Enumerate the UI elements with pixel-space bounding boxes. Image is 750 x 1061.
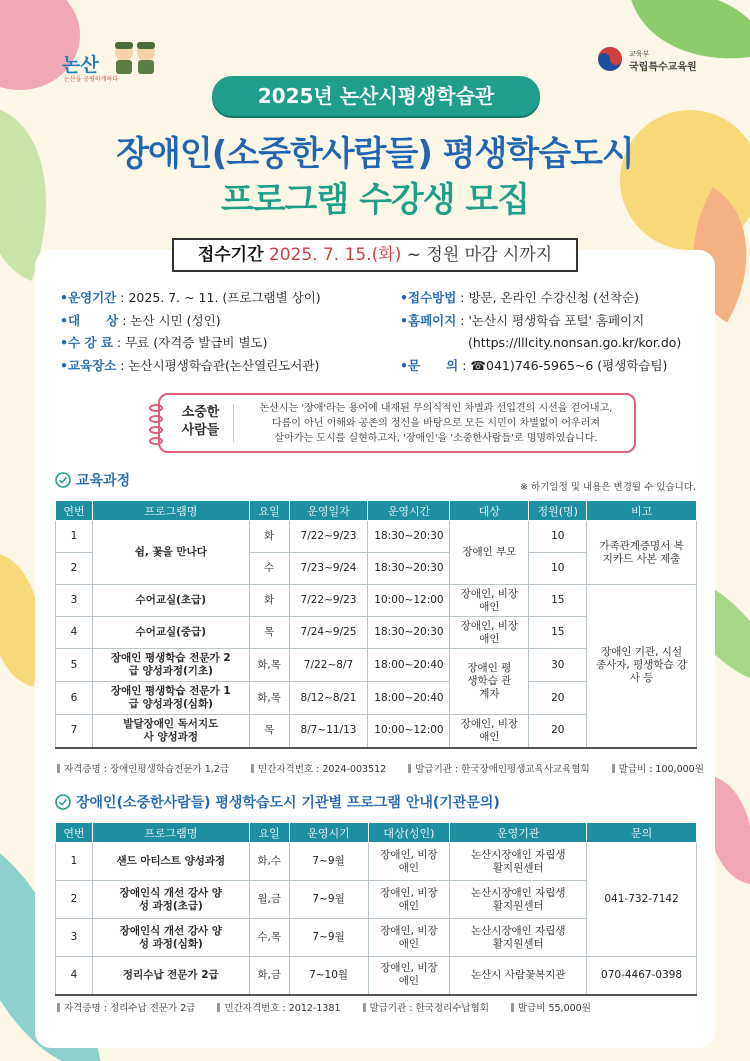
definition-note-box: [158, 393, 636, 453]
notebook-spiral-icon: [148, 403, 164, 447]
ministry-logo: [597, 40, 707, 76]
homepage-url[interactable]: (https://lllcity.nonsan.go.kr/kor.do): [468, 335, 682, 350]
ministry-name: 국립특수교육원: [629, 62, 697, 73]
ministry-small-text: 교육부: [629, 50, 650, 58]
table-row: 3 수어교실(초급) 화 7/22~9/23 10:00~12:00 장애인, 비장애인 15 장애인 기관, 시설 종사자, 평생학습 강사 등: [56, 585, 697, 617]
info-list-left: [60, 287, 390, 377]
table-row: 2 장애인식 개선 강사 양성 과정(초급) 월,금 7~9월 장애인, 비장애인 논산시장애인 자립생활지원센터: [56, 881, 697, 919]
registration-date: 2025. 7. 15.(화): [268, 245, 402, 265]
info-item: [400, 332, 720, 355]
table-header-row: 연번 프로그램명 요일 운영시기 대상(성인) 운영기관 문의: [56, 823, 697, 843]
info-item: •대 상 : 논산 시민 (성인): [60, 312, 221, 328]
table-row: 1 쉼, 꽃을 만나다 화 7/22~9/23 18:30~20:30 장애인 부모 10 가족관계증명서 복지카드 사본 제출: [56, 521, 697, 553]
info-list-right: [400, 287, 720, 377]
soldier-mascot-icon: [110, 40, 160, 74]
registration-period-box: [172, 238, 578, 272]
nonsan-city-logo: [62, 40, 172, 83]
table-row: 2 수 7/23~9/24 18:30~20:30 10: [56, 553, 697, 585]
info-item: •접수방법 : 방문, 온라인 수강신청 (선착순): [400, 290, 640, 305]
check-circle-icon: [55, 794, 71, 810]
section-title-courses: 교육과정: [55, 470, 130, 490]
info-item: •홈페이지 : '논산시 평생학습 포털' 홈페이지: [400, 312, 645, 328]
taegeuk-emblem-icon: [597, 46, 623, 72]
info-item: •문 의 : ☎041)746-5965~6 (평생학습팀): [400, 357, 668, 373]
schedule-change-notice: ※ 하기일정 및 내용은 변경될 수 있습니다.: [520, 482, 696, 493]
certificate-info-1: 자격증명 : 장애인평생학습전문가 1,2급 민간자격번호 : 2024-003512 발급기관 : 한국장애인평생교육사교육협회 발급비 : 100,000원: [57, 761, 704, 775]
table-row: 6 장애인 평생학습 전문가 1급 양성과정(심화) 화,목 8/12~8/21 18:00~20:40 20: [56, 682, 697, 715]
page-title-line2: 프로그램 수강생 모집: [220, 180, 530, 220]
table-header-row: 연번 프로그램명 요일 운영일자 운영시간 대상 정원(명) 비고: [56, 501, 697, 521]
info-item: •운영기간 : 2025. 7. ~ 11. (프로그램별 상이): [60, 290, 321, 305]
table-row: 7 발달장애인 독서지도사 양성과정 목 8/7~11/13 10:00~12:00 장애인, 비장애인 20: [56, 715, 697, 748]
section-title-institutions: 장애인(소중한사람들) 평생학습도시 기관별 프로그램 안내(기관문의): [55, 792, 500, 812]
table-row: 3 장애인식 개선 강사 양성 과정(심화) 수,목 7~9월 장애인, 비장애인 논산시장애인 자립생활지원센터: [56, 919, 697, 957]
info-item: •교육장소 : 논산시평생학습관(논산열린도서관): [60, 357, 320, 373]
note-tag: 소중한 사람들: [168, 404, 234, 442]
courses-table: [55, 500, 697, 749]
year-banner: 2025년 논산시평생학습관: [212, 76, 540, 116]
institution-programs-table: [55, 822, 697, 996]
registration-label: 접수기간: [197, 245, 264, 265]
check-circle-icon: [55, 472, 71, 488]
certificate-info-2: 자격증명 : 정리수납 전문가 2급 민간자격번호 : 2012-1381 발급기관 : 한국정리수납협회 발급비 55,000원: [57, 1000, 591, 1014]
registration-rest: ~ 정원 마감 시까지: [401, 245, 553, 265]
page-title-line1: 장애인(소중한사람들) 평생학습도시: [116, 134, 634, 174]
table-row: 4 정리수납 전문가 2급 화,금 7~10월 장애인, 비장애인 논산시 사람꽃복지관 070-4467-0398: [56, 957, 697, 995]
nonsan-logo-text: 논산: [62, 54, 99, 76]
note-description: 논산시는 '장애'라는 용어에 내재된 무의식적인 차별과 선입견의 시선을 걷어내고, 다름이 아닌 이해와 공존의 정신을 바탕으로 모든 시민이 차별없이 어우러져 살아가는 도시를 실현하고자, '장애인'을 '소중한사람들'로 명명하였습니다.: [259, 403, 613, 444]
table-row: 5 장애인 평생학습 전문가 2급 양성과정(기초) 화,목 7/22~8/7 18:00~20:40 장애인 평생학습 관계자 30: [56, 649, 697, 682]
table-row: 1 샌드 아티스트 양성과정 화,수 7~9월 장애인, 비장애인 논산시장애인 자립생활지원센터 041-732-7142: [56, 843, 697, 881]
table-row: 4 수어교실(중급) 목 7/24~9/25 18:30~20:30 장애인, 비장애인 15: [56, 617, 697, 649]
nonsan-logo-subtext: 논산을 공평하게하다: [64, 76, 119, 83]
info-item: •수 강 료 : 무료 (자격증 발급비 별도): [60, 335, 268, 350]
